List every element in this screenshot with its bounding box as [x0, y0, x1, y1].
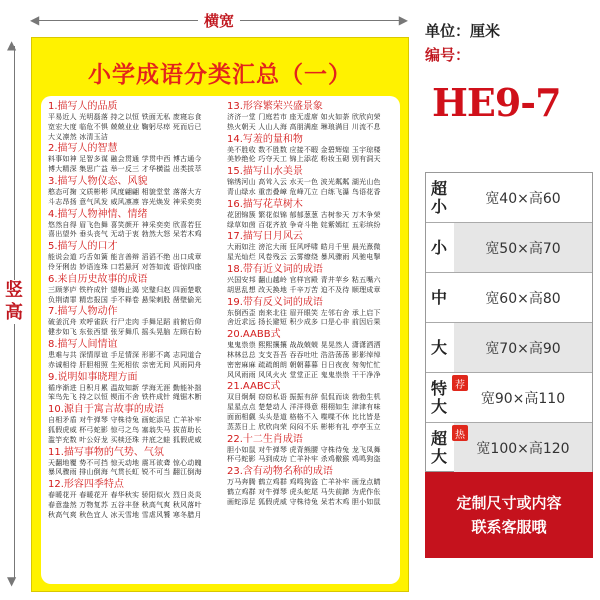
right-column — [227, 100, 399, 508]
idiom-line: 健步如飞 东张西望 张牙舞爪 摇头晃脑 左顾右盼 — [48, 328, 202, 337]
category-title: 1.描写人的品质 — [48, 101, 118, 112]
size-option-row[interactable] — [426, 223, 592, 273]
width-label: 横宽 — [198, 10, 240, 31]
idiom-line: 能说会道 巧舌如簧 能言善辩 滔滔不绝 出口成章 — [48, 253, 202, 262]
idiom-line: 大雨如注 滂沱大雨 狂风呼啸 皓月千里 晨光熹微 — [227, 243, 381, 252]
idiom-line: 自相矛盾 对牛弹琴 守株待兔 画蛇添足 亡羊补牢 — [48, 416, 202, 425]
category-title: 2.描写人的智慧 — [48, 143, 118, 155]
idiom-line: 星光灿烂 风卷残云 云雾缭绕 暴风骤雨 风驰电掣 — [227, 253, 381, 262]
idiom-line: 青山绿水 重峦叠嶂 危峰兀立 白练飞瀑 鸟语花香 — [227, 187, 381, 196]
arrow-left-icon: ◀ — [30, 13, 40, 27]
category-title: 4.描写人物神情、情绪 — [48, 208, 148, 220]
size-option-row[interactable] — [426, 423, 592, 473]
category-title: 5.描写人的口才 — [48, 241, 118, 253]
idiom-line: 滥竽充数 叶公好龙 买椟还珠 井底之蛙 狐假虎威 — [48, 435, 202, 444]
idiom-line: 博大精深 集思广益 举一反三 才华横溢 出类拔萃 — [48, 165, 202, 174]
idiom-line: 破釜沉舟 欢呼雀跃 行尸走肉 手舞足蹈 前俯后仰 — [48, 318, 202, 327]
idiom-line: 万马奔腾 鹤立鸡群 鸡鸣狗盗 亡羊补牢 画龙点睛 — [227, 478, 381, 487]
poster-preview[interactable] — [31, 37, 409, 592]
idiom-line: 星星点点 楚楚动人 洋洋得意 栩栩如生 津津有味 — [227, 403, 381, 412]
idiom-line: 胆小如鼠 对牛弹琴 虎背熊腰 守株待兔 龙飞凤舞 — [227, 445, 381, 454]
idiom-line: 密密麻麻 疏疏朗朗 朝朝暮暮 日日夜夜 匆匆忙忙 — [227, 360, 381, 369]
promo-line-1: 定制尺寸或内容 — [456, 494, 562, 512]
idiom-line: 兴国安邦 翻山越岭 官样宫殿 青井苹乡 粘五嘴六 — [227, 275, 381, 284]
poster-content-panel — [41, 96, 400, 584]
idiom-line: 东倒西歪 南来北往 眉开眼笑 左邻右舍 承上启下 — [227, 308, 381, 317]
idiom-line: 平易近人 光明磊落 持之以恒 铁面无私 废寝忘食 — [48, 113, 202, 121]
size-option-row[interactable] — [426, 323, 592, 373]
idiom-line: 鬼鬼祟祟 熙熙攘攘 战战兢兢 晃晃然人 潇潇洒洒 — [227, 341, 381, 350]
size-dimensions: 宽100×高120 — [454, 423, 592, 472]
category-title: 18.带有近义词的成语 — [227, 263, 323, 275]
size-name: 特大 — [430, 378, 447, 416]
idiom-line: 蒸蒸日上 欣欣向荣 闷闷不乐 彬彬有礼 亭亭玉立 — [227, 422, 381, 431]
idiom-line: 斗志昂扬 意气风发 威风凛凛 容光焕发 神采奕奕 — [48, 197, 202, 206]
idiom-line: 悠然自得 眉飞色舞 喜笑颜开 神采奕奕 欣喜若狂 — [48, 220, 202, 229]
idiom-line: 锦绣河山 高耸入云 水天一色 波光粼粼 湖光山色 — [227, 178, 381, 187]
category-title: 20.AABB式 — [227, 329, 281, 341]
idiom-line: 面面相觑 头头是道 格格不入 喋喋不休 比比皆是 — [227, 412, 381, 421]
arrow-up-icon: ▲ — [7, 38, 17, 52]
size-option-row[interactable] — [426, 273, 592, 323]
idiom-line: 林林总总 支支吾吾 吞吞吐吐 浩浩荡荡 影影绰绰 — [227, 350, 381, 359]
idiom-line: 天翻地覆 势不可挡 惊天动地 震耳欲聋 惊心动魄 — [48, 458, 202, 467]
height-dimension — [4, 38, 24, 588]
idiom-line: 画蛇添足 狐假虎威 守株待兔 呆若木鸡 胆小如鼠 — [227, 497, 381, 506]
idiom-line: 花团锦簇 繁花似锦 郁郁葱葱 古树参天 万木争荣 — [227, 210, 381, 219]
category-title: 12.形容四季特点 — [48, 479, 124, 491]
category-title: 9.说明如事晓理方面 — [48, 371, 138, 383]
category-title: 6.来自历史故事的成语 — [48, 273, 148, 285]
idiom-line: 风风雨雨 风风火火 堂堂正正 鬼鬼祟祟 干干净净 — [227, 370, 381, 379]
size-name: 超大 — [430, 428, 447, 466]
idiom-line: 春意盎然 万物复苏 五谷丰登 秋高气爽 秋风落叶 — [48, 500, 202, 509]
size-dimensions: 宽60×高80 — [454, 273, 592, 322]
category-title: 13.形容繁荣兴盛景象 — [227, 101, 323, 112]
idiom-line: 笨鸟先飞 持之以恒 锲而不舍 铁杵成针 绳锯木断 — [48, 393, 202, 402]
idiom-line: 舍近求远 扬长避短 积少成多 口是心非 前因后果 — [227, 318, 381, 327]
size-name: 小 — [430, 237, 447, 257]
size-dimensions: 宽50×高70 — [454, 223, 592, 272]
idiom-line: 狐假虎威 杯弓蛇影 惊弓之鸟 塞翁失马 拔苗助长 — [48, 425, 202, 434]
idiom-line: 患难与共 深情厚谊 手足情深 形影不离 志同道合 — [48, 350, 202, 359]
idiom-line: 春暖花开 春暖花开 春华秋实 骄阳似火 烈日炎炎 — [48, 491, 202, 500]
size-name: 大 — [430, 337, 447, 357]
category-title: 3.描写人物仪态、风貌 — [48, 175, 148, 187]
idiom-line: 憨态可掬 文质彬彬 风度翩翩 相貌堂堂 落落大方 — [48, 187, 202, 196]
idiom-line: 美不胜收 数不胜数 应接不暇 金碧辉煌 玉宇琼楼 — [227, 145, 381, 154]
idiom-line: 胡思乱想 改天换地 千辛万苦 迫不及待 顺理成章 — [227, 285, 381, 294]
category-title: 14.写羞的量和物 — [227, 133, 303, 145]
category-title: 10.源自于寓言故事的成语 — [48, 404, 164, 416]
recommended-badge: 荐 — [452, 375, 468, 391]
idiom-line: 循序渐进 日积月累 温故知新 学海无涯 勤能补拙 — [48, 383, 202, 392]
idiom-line: 秋高气爽 秋色宜人 冰天雪地 雪虐风饕 寒冬腊月 — [48, 510, 202, 519]
idiom-line: 三顾茅庐 铁杵成针 望梅止渴 完璧归赵 四面楚歌 — [48, 285, 202, 294]
idiom-line: 美妙绝伦 巧夺天工 锦上添花 粉妆玉砌 别有洞天 — [227, 155, 381, 164]
idiom-line: 热火朝天 人山人海 高朋满座 琳琅满目 川流不息 — [227, 122, 381, 131]
size-table — [425, 172, 593, 472]
arrow-right-icon: ▶ — [398, 13, 408, 27]
custom-size-banner[interactable] — [425, 472, 593, 558]
promo-line-2: 联系客服哦 — [471, 518, 547, 536]
category-title: 23.含有动物名称的成语 — [227, 466, 333, 478]
height-label — [2, 280, 26, 324]
size-dimensions: 宽90×高110 — [454, 373, 592, 422]
idiom-line: 绿草如茵 百花齐放 争奇斗艳 姹紫嫣红 五彩缤纷 — [227, 220, 381, 229]
size-name: 中 — [430, 287, 447, 307]
arrow-down-icon: ▼ — [7, 574, 17, 588]
hot-badge: 热 — [452, 425, 468, 441]
idiom-line: 喜出望外 垂头丧气 无动于衷 勃然大怒 呆若木鸡 — [48, 230, 202, 239]
size-name: 超小 — [430, 178, 447, 216]
category-title: 15.描写山水美景 — [227, 166, 303, 178]
idiom-line: 伶牙俐齿 妙语连珠 口若悬河 对答如流 语惊四座 — [48, 262, 202, 271]
idiom-line: 双目炯炯 窃窃私语 振振有辞 侃侃而谈 勃勃生机 — [227, 393, 381, 402]
idiom-line: 宽宏大度 临危不惧 兢兢业业 鞠躬尽瘁 死而后已 — [48, 122, 202, 131]
category-title: 11.描写事物的气势、气氛 — [48, 446, 164, 458]
category-title: 17.描写日月风云 — [227, 231, 303, 243]
idiom-line: 杯弓蛇影 马到成功 亡羊补牢 杀鸡儆猴 鸡鸣狗盗 — [227, 455, 381, 464]
product-code: HE9-7 — [432, 80, 561, 125]
category-title: 7.描写人物动作 — [48, 306, 118, 318]
idiom-line: 鹤立鸡群 对牛弹琴 虎头蛇尾 马失前蹄 为虎作伥 — [227, 487, 381, 496]
left-column — [48, 100, 220, 521]
size-dimensions: 宽70×高90 — [454, 323, 592, 372]
category-title: 22.十二生肖成语 — [227, 433, 303, 445]
idiom-line: 暴风骤雨 排山倒海 气贯长虹 锐不可当 翻江倒海 — [48, 468, 202, 477]
category-title: 19.带有反义词的成语 — [227, 296, 323, 308]
category-title: 16.描写花草树木 — [227, 198, 303, 210]
idiom-line: 料事如神 足智多谋 融会贯通 学贯中西 博古通今 — [48, 155, 202, 164]
idiom-line: 济济一堂 门庭若市 座无虚席 如火如荼 欣欣向荣 — [227, 113, 381, 121]
idiom-line: 赤诚相待 肝胆相照 生死相依 亲密无间 风雨同舟 — [48, 360, 202, 369]
category-title: 8.描写人间情谊 — [48, 338, 118, 350]
height-label-text: 竖高 — [5, 280, 23, 323]
width-dimension — [30, 12, 408, 28]
idiom-line: 大义凛然 冰清玉洁 — [48, 132, 109, 141]
code-label: 编号： — [425, 46, 471, 64]
size-dimensions: 宽40×高60 — [454, 173, 592, 222]
size-option-row[interactable] — [426, 373, 592, 423]
unit-label: 单位：厘米 — [425, 22, 501, 40]
size-option-row[interactable] — [426, 173, 592, 223]
poster-title: 小学成语分类汇总（一） — [88, 62, 352, 88]
idiom-line: 负荆请罪 精忠报国 手不释卷 悬梁刺股 凿壁偷光 — [48, 295, 202, 304]
category-title: 21.AABC式 — [227, 381, 281, 393]
